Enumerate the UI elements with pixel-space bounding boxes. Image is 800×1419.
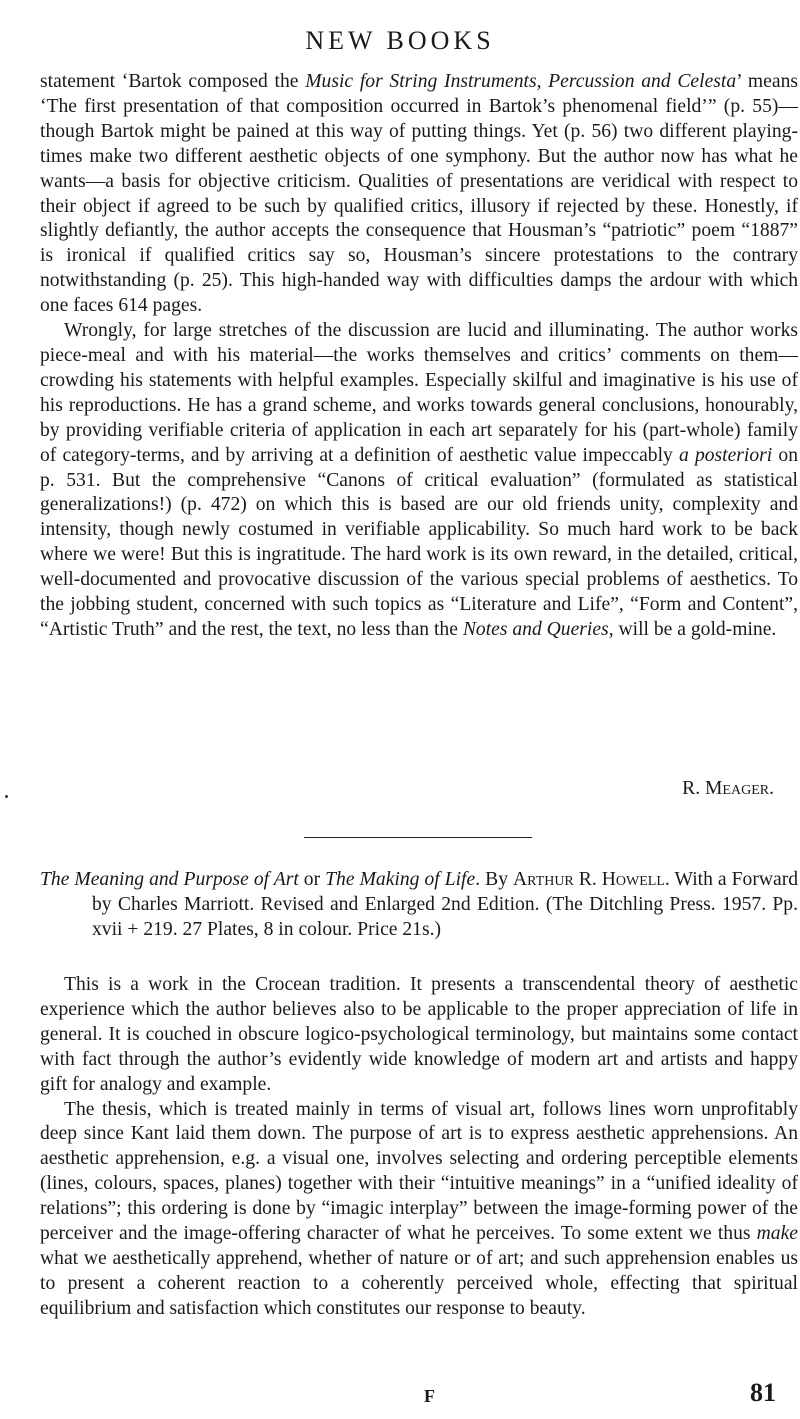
italic-text: a posteriori [679, 444, 773, 466]
text-run: . By [475, 869, 514, 890]
text-run: Wrongly, for large stretches of the discussion are lucid and illuminating. The author works piece-meal and with his material—the works themselves and critics’ comments on them—crowding his statements with helpful examples. Especially skilful and imaginative is his use of his reproductions. He has a grand scheme, and works towards general conclusions, honourably, by providing verifiable criteria of application in each art separately for his (part-whole) family of category-terms, and by arriving at a definition of aesthetic value impeccably [40, 320, 798, 466]
text-run: on p. 531. But the comprehensive “Canons of critical evaluation” (formulated as statistical generalizations!) (p. 472) on which this is based are our old friends unity, complexity and intensity, though newly costumed in verifiable applicability. So much hard work to be back where we were! But this is ingratitude. The hard work is its own reward, in the detailed, critical, well-documented and provocative discussion of the various special problems of aesthetics. To the jobbing student, concerned with such topics as “Literature and Life”, “Form and Content”, “Artistic Truth” and the rest, the text, no less than the [40, 444, 798, 640]
text-run: . With a Forward by Charles Marriott. Revised and Enlarged 2nd Edition. (The Ditchling Press. 1957. Pp. xvii + 219. 27 Plates, 8 in colour. Price 21s.) [92, 869, 799, 940]
italic-text: The Making of Life [325, 869, 476, 890]
italic-text: Notes and Queries [462, 618, 609, 640]
italic-text: Music for String Instruments, Percussion and Celesta [305, 71, 737, 92]
signature-mark: F [424, 1386, 435, 1406]
review-howell [40, 973, 798, 1322]
book-citation [40, 868, 798, 943]
text-run: or [298, 869, 326, 890]
review-paragraph [40, 973, 798, 1098]
page-number: 81 [750, 1378, 776, 1407]
text-run: ’ means ‘The first presentation of that composition occurred in Bartok’s phenomenal field’” (p. 55)—though Bartok might be pained at this way of putting things. Yet (p. 56) two different playing-times make two different aesthetic objects of one symphony. But the author now has what he wants—a basis for objective criticism. Qualities of presentations are veridical with respect to their object if agreed to be such by qualified critics, illusory if rejected by these. Honestly, if slightly defiantly, the author accepts the consequence that Housman’s “patriotic” poem “1887” is ironical if qualified critics say so, Housman’s sincere protestations to the contrary notwithstanding (p. 25). This high-handed way with difficulties damps the ardour with which one faces 614 pages. [40, 71, 798, 317]
text-run: The thesis, which is treated mainly in terms of visual art, follows lines worn unprofitably deep since Kant laid them down. The purpose of art is to express aesthetic apprehensions. An aesthetic apprehension, e.g. a visual one, involves selecting and ordering perceptible elements (lines, colours, spaces, planes) together with their “intuitive meanings” in a “unified ideality of relations”; this ordering is done by “imagic interplay” between the image-forming power of the perceiver and the image-offering character of what he perceives. To some extent we thus [40, 1098, 798, 1245]
text-run: what we aesthetically apprehend, whether of nature or of art; and such apprehension enables us to present a coherent reaction to a coherently perceived whole, effecting that spiritual equilibrium and satisfaction which constitutes our response to beauty. [40, 1247, 798, 1319]
text-run: statement ‘Bartok composed the [40, 71, 306, 92]
text-run: , will be a gold-mine. [608, 618, 777, 640]
review-paragraph [40, 319, 798, 643]
text-run: This is a work in the Crocean tradition. It presents a transcendental theory of aesthetic experience which the author believes also to be applicable to the proper appreciation of life in general. It is couched in obscure logico-psychological terminology, but maintains some contact with fact through the author’s evidently wide knowledge of modern art and artists and happy gift for analogy and example. [40, 974, 798, 1095]
review-paragraph [40, 70, 798, 319]
text-run: Arthur R. Howell [513, 869, 665, 890]
section-divider [304, 837, 532, 838]
review-meager [40, 70, 798, 643]
margin-mark [5, 795, 8, 798]
running-header: NEW BOOKS [305, 26, 495, 55]
review-paragraph [40, 1098, 798, 1322]
reviewer-signature: R. Meager. [682, 778, 774, 799]
italic-text: make [756, 1223, 798, 1245]
italic-text: The Meaning and Purpose of Art [40, 869, 299, 890]
